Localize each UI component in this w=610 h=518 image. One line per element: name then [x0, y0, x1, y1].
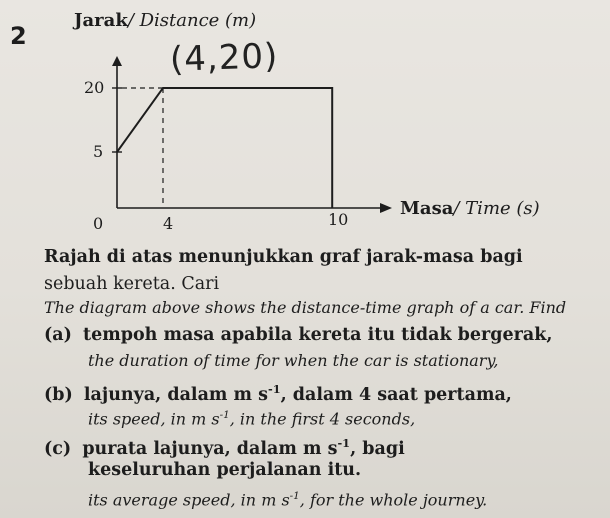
intro-ms-line-2: sebuah kereta. Cari [44, 274, 220, 294]
part-c-ms-pre: purata lajunya, dalam m s [82, 438, 338, 459]
part-b-ms-exponent: -1 [267, 382, 281, 396]
part-c-en-pre: its average speed, in m s [88, 490, 290, 510]
part-a [44, 322, 604, 348]
part-c-en-exponent: -1 [289, 490, 300, 502]
part-b-en-exponent: -1 [219, 409, 230, 421]
series-line [117, 88, 332, 208]
part-c-en-post: , for the whole journey. [299, 490, 488, 510]
part-b-label: (b) [44, 384, 73, 405]
y-tick-label-5: 5 [93, 142, 104, 161]
handwritten-note: (4,20) [169, 36, 279, 80]
intro-ms-line-1: Rajah di atas menunjukkan graf jarak-masa bagi [44, 247, 523, 267]
x-tick-label-10: 10 [328, 210, 349, 229]
y-axis-arrow [112, 56, 122, 66]
intro-en: The diagram above shows the distance-time graph of a car. Find [44, 298, 567, 317]
part-b-en [88, 404, 610, 430]
x-tick-label-4: 4 [163, 214, 174, 233]
part-a-ms: tempoh masa apabila kereta itu tidak bergerak, [83, 325, 553, 345]
y-axis-title-en: / Distance (m) [127, 10, 257, 31]
x-axis-title-en: / Time (s) [453, 198, 540, 219]
part-c-ms [82, 436, 405, 459]
part-b-ms-pre: lajunya, dalam m s [83, 384, 268, 405]
part-a-label: (a) [44, 325, 72, 345]
part-b-ms-post: , dalam 4 saat pertama, [280, 384, 512, 405]
part-b-en-pre: its speed, in m s [88, 409, 220, 429]
x-axis-title-ms: Masa [400, 198, 454, 219]
series-group [117, 88, 332, 208]
x-tick-label-0: 0 [93, 214, 104, 233]
question-number: 2 [10, 22, 27, 50]
part-c-ms-post: , bagi [350, 438, 405, 459]
y-axis-title-ms: Jarak [74, 10, 128, 31]
part-c-ms-line-2: keseluruhan perjalanan itu. [88, 460, 362, 480]
part-c-ms-exponent: -1 [337, 436, 351, 450]
part-c-en [88, 485, 610, 511]
part-c-label: (c) [44, 438, 72, 459]
part-a-en: the duration of time for when the car is stationary, [88, 351, 499, 370]
x-axis-title [400, 198, 540, 219]
x-axis-arrow [380, 203, 392, 213]
part-b-ms [83, 382, 512, 405]
y-tick-label-20: 20 [84, 78, 105, 97]
part-b-en-post: , in the first 4 seconds, [229, 409, 416, 429]
